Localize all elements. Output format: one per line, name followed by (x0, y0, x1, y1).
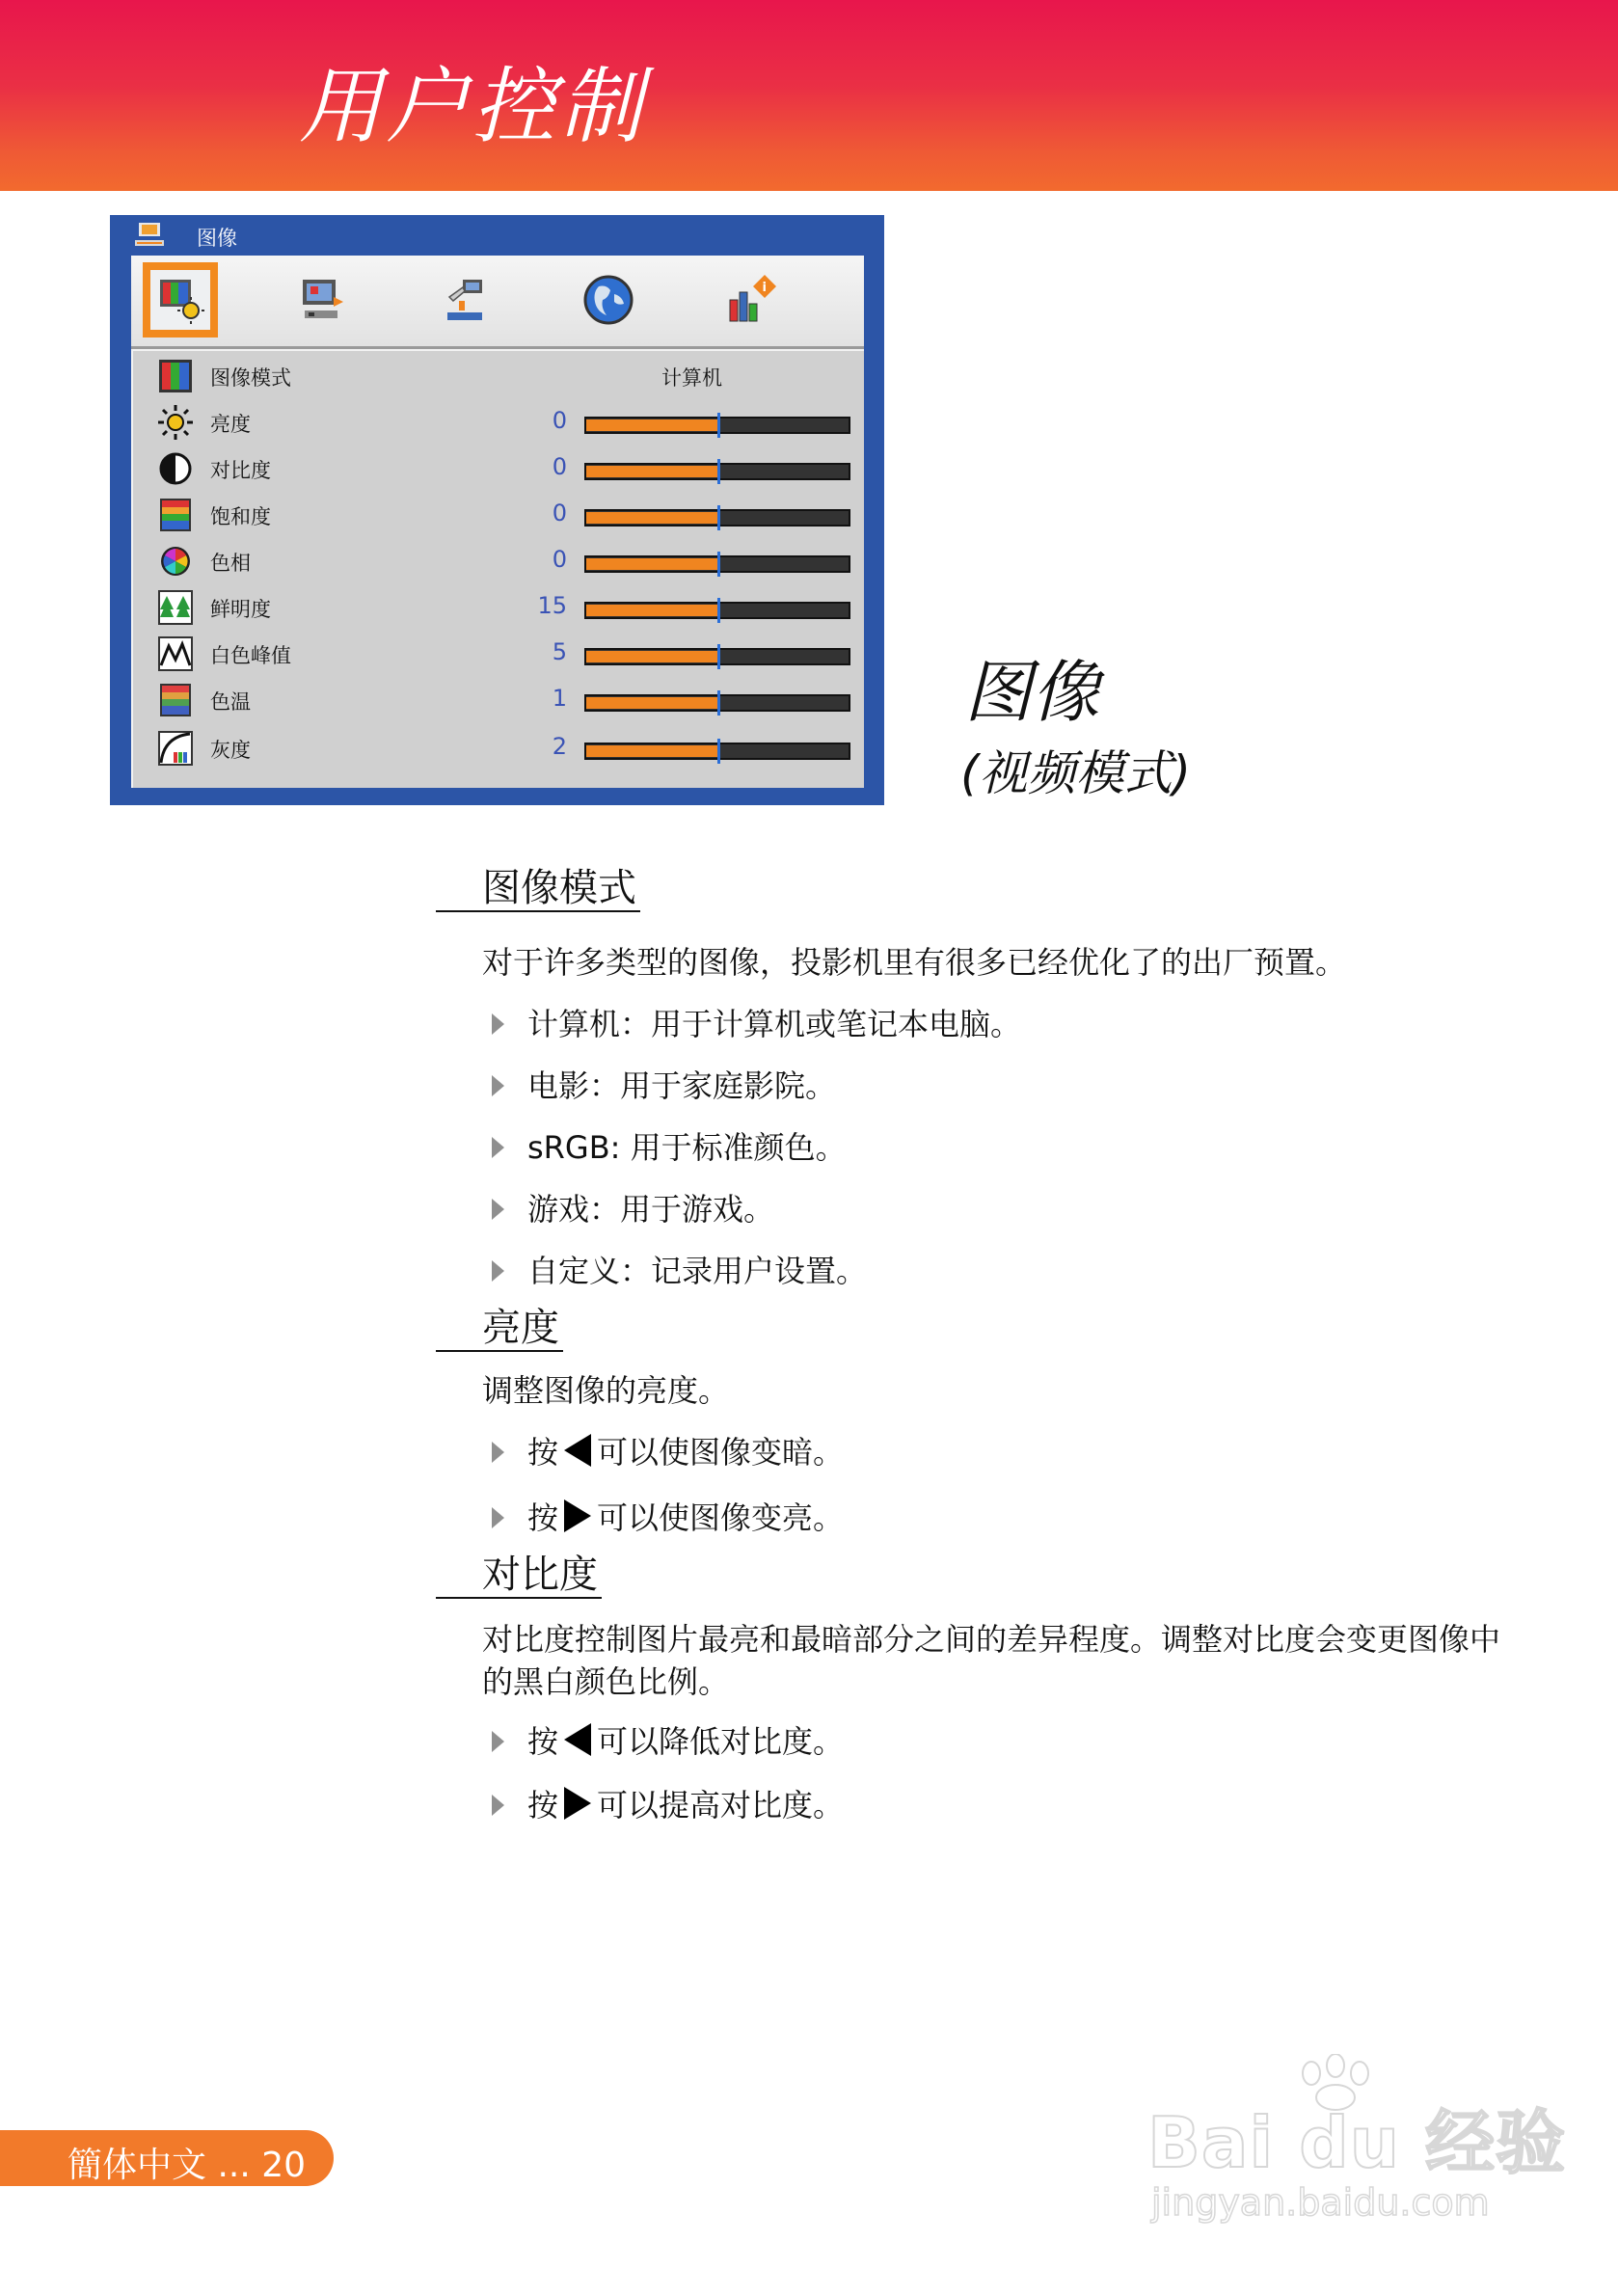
list-item: 按 可以使图像变暗。 (492, 1431, 844, 1473)
list-item: 按 可以使图像变亮。 (492, 1497, 844, 1539)
osd-slider[interactable] (584, 694, 850, 712)
contrast-icon (156, 449, 195, 488)
color-temp-icon (156, 681, 195, 719)
osd-titlebar (110, 215, 884, 254)
tab-picture[interactable] (143, 262, 218, 338)
left-arrow-icon (564, 1723, 591, 1756)
list-item: 按 可以降低对比度。 (492, 1720, 844, 1763)
osd-row-label: 饱和度 (210, 505, 271, 528)
brightness-icon (156, 403, 195, 442)
osd-row-saturation[interactable] (133, 492, 862, 538)
osd-slider[interactable] (584, 648, 850, 665)
image-mode-icon (156, 357, 195, 395)
list-item: 自定义：记录用户设置。 (492, 1250, 867, 1292)
heading-image-mode: 图像模式 (436, 866, 640, 912)
osd-row-image-mode[interactable] (133, 353, 862, 399)
saturation-icon (156, 496, 195, 534)
osd-row-label: 对比度 (210, 459, 271, 482)
bullet-arrow-icon (492, 1075, 504, 1096)
chart-icon (724, 273, 778, 327)
section-heading: 图像 (964, 653, 1099, 732)
page-title: 用户控制 (299, 59, 646, 155)
right-arrow-icon (564, 1787, 591, 1820)
picture-icon (156, 276, 204, 324)
osd-row-value: 0 (552, 453, 567, 480)
header-banner (0, 0, 1618, 191)
osd-menu (110, 215, 884, 805)
osd-row-value: 1 (552, 685, 567, 712)
osd-row-hue[interactable] (133, 538, 862, 584)
baidu-watermark (1147, 2054, 1567, 2247)
osd-slider[interactable] (584, 602, 850, 619)
osd-row-label: 图像模式 (210, 366, 291, 390)
osd-tab-bar (131, 256, 864, 349)
osd-title: 图像 (197, 227, 237, 250)
osd-slider[interactable] (584, 743, 850, 760)
osd-slider[interactable] (584, 509, 850, 527)
osd-row-label: 亮度 (210, 413, 251, 436)
page-footer-tab (0, 2130, 334, 2186)
right-arrow-icon (564, 1499, 591, 1532)
brightness-description: 调整图像的亮度。 (482, 1372, 730, 1409)
bullet-arrow-icon (492, 1795, 504, 1816)
gamma-icon (156, 729, 195, 768)
section-subheading: (视频模式) (960, 745, 1192, 801)
tab-language[interactable] (571, 262, 646, 338)
list-item: 计算机：用于计算机或笔记本电脑。 (492, 1003, 1021, 1045)
watermark-logo: Bai du 经验 (1147, 2102, 1567, 2183)
tab-screen[interactable] (285, 262, 361, 338)
tab-settings[interactable] (428, 262, 503, 338)
page-number: 簡体中文 ... 20 (67, 2146, 307, 2185)
osd-row-label: 鲜明度 (210, 598, 271, 621)
heading-contrast: 对比度 (436, 1553, 602, 1599)
osd-row-sharpness[interactable] (133, 584, 862, 631)
bullet-arrow-icon (492, 1137, 504, 1158)
sharpness-icon (156, 588, 195, 627)
watermark-url: jingyan.baidu.com (1151, 2181, 1490, 2224)
bullet-arrow-icon (492, 1260, 504, 1282)
osd-row-brightness[interactable] (133, 399, 862, 446)
osd-row-label: 灰度 (210, 739, 251, 762)
screen-icon (299, 276, 347, 324)
bullet-arrow-icon (492, 1442, 504, 1463)
osd-row-contrast[interactable] (133, 446, 862, 492)
osd-row-white-peak[interactable] (133, 631, 862, 677)
list-item: 按 可以提高对比度。 (492, 1784, 844, 1826)
heading-brightness: 亮度 (436, 1306, 563, 1352)
image-mode-description: 对于许多类型的图像，投影机里有很多已经优化了的出厂预置。 (482, 944, 1347, 981)
osd-row-label: 白色峰值 (210, 644, 291, 667)
bullet-arrow-icon (492, 1199, 504, 1220)
tab-info[interactable] (714, 262, 789, 338)
osd-row-label: 色温 (210, 690, 251, 714)
globe-icon (581, 273, 635, 327)
osd-row-color-temp[interactable] (133, 677, 862, 723)
bullet-arrow-icon (492, 1507, 504, 1528)
osd-row-mode-value: 计算机 (661, 366, 722, 390)
osd-row-value: 0 (552, 546, 567, 573)
left-arrow-icon (564, 1434, 591, 1467)
picture-settings-icon (133, 219, 166, 250)
osd-row-value: 0 (552, 500, 567, 527)
hue-icon (156, 542, 195, 581)
osd-settings-list (131, 349, 864, 788)
list-item: sRGB: 用于标准颜色。 (492, 1126, 847, 1169)
bullet-arrow-icon (492, 1731, 504, 1752)
osd-row-value: 2 (552, 733, 567, 760)
list-item: 游戏：用于游戏。 (492, 1188, 774, 1230)
osd-row-value: 5 (552, 638, 567, 665)
list-item: 电影：用于家庭影院。 (492, 1065, 836, 1107)
osd-row-value: 0 (552, 407, 567, 434)
osd-slider[interactable] (584, 463, 850, 480)
contrast-description: 对比度控制图片最亮和最暗部分之间的差异程度。调整对比度会变更图像中的黑白颜色比例。 (482, 1621, 1501, 1700)
svg-text:i: i (762, 281, 767, 295)
osd-row-label: 色相 (210, 552, 251, 575)
osd-slider[interactable] (584, 417, 850, 434)
bullet-arrow-icon (492, 1013, 504, 1035)
settings-icon (442, 276, 490, 324)
osd-slider[interactable] (584, 555, 850, 573)
osd-row-gamma[interactable] (133, 725, 862, 771)
osd-row-value: 15 (537, 592, 567, 619)
white-peak-icon (156, 635, 195, 673)
